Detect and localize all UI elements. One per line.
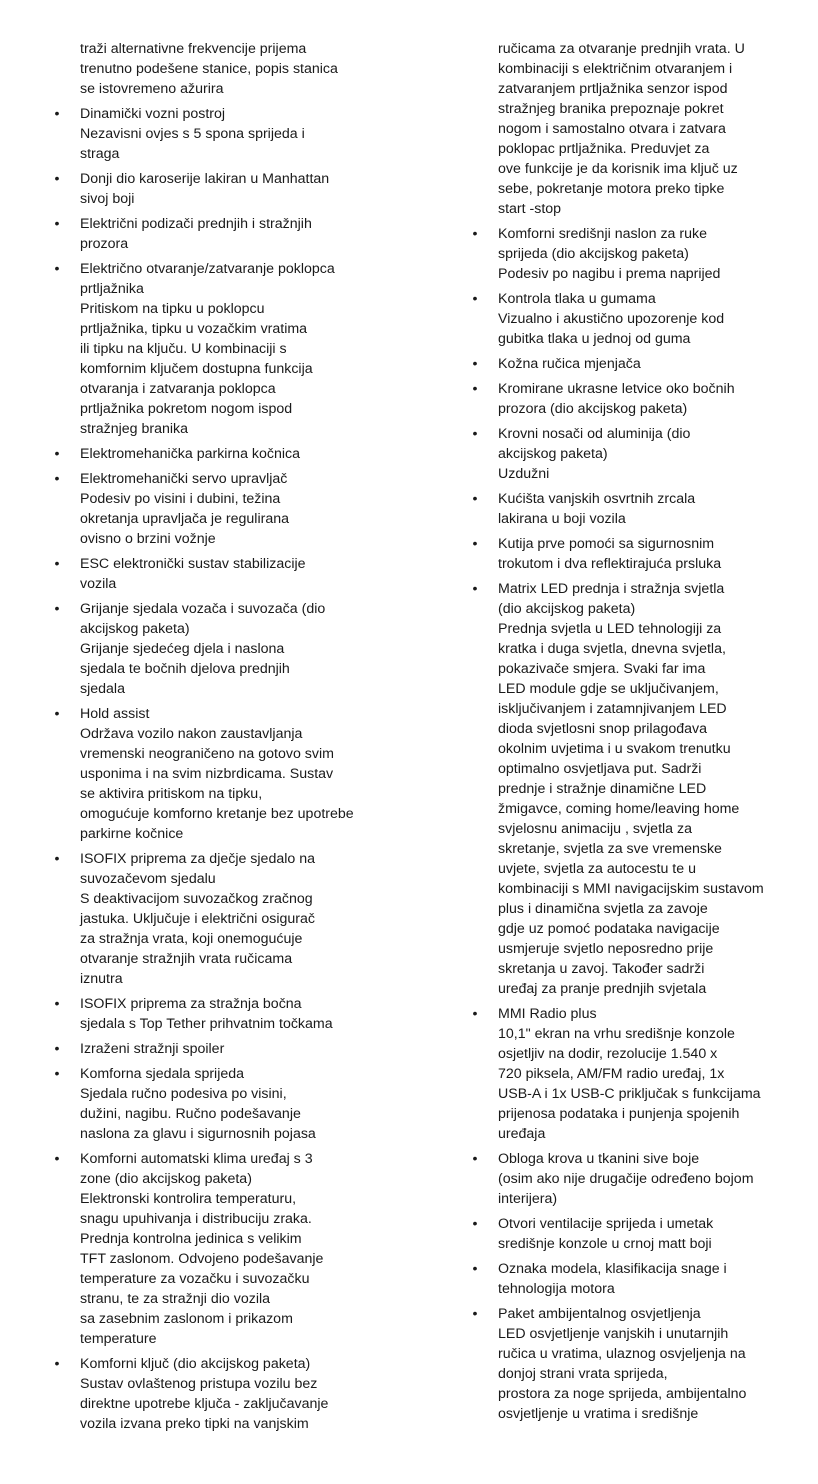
list-item <box>466 1149 806 1209</box>
list-item-continuation <box>48 39 398 99</box>
list-item-text: trokutom i dva reflektirajuća prsluka <box>498 556 722 572</box>
list-item-text: LED osvjetljenje vanjskih i unutarnjih <box>498 1326 729 1342</box>
list-item <box>48 1039 398 1059</box>
list-item-text: MMI Radio plus <box>498 1006 597 1022</box>
list-item-text: straga <box>80 146 120 162</box>
list-item-text: sivoj boji <box>80 191 135 207</box>
list-item-text: zone (dio akcijskog paketa) <box>80 1171 252 1187</box>
bullet-marker: • <box>472 1306 478 1322</box>
bullet-marker: • <box>472 1151 478 1167</box>
list-item <box>48 1064 398 1144</box>
list-item-text: omogućuje komforno kretanje bez upotrebe <box>80 806 354 822</box>
list-item-text: otvaranje stražnjih vrata ručicama <box>80 951 293 967</box>
list-item <box>48 599 398 699</box>
list-item <box>466 1214 806 1254</box>
list-item-text: (dio akcijskog paketa) <box>498 601 636 617</box>
list-item-text: 10,1" ekran na vrhu središnje konzole <box>498 1026 735 1042</box>
list-item-text: Obloga krova u tkanini sive boje <box>498 1151 700 1167</box>
list-item-text: parkirne kočnice <box>80 826 184 842</box>
list-item-text: temperature <box>80 1331 157 1347</box>
bullet-marker: • <box>472 1216 478 1232</box>
list-item-text: usponima i na svim nizbrdicama. Sustav <box>80 766 334 782</box>
list-item-text: Elektromehanički servo upravljač <box>80 471 288 487</box>
list-item-text: svjelosnu animaciju , svjetla za <box>498 821 692 837</box>
list-item-text: sa zasebnim zaslonom i prikazom <box>80 1311 293 1327</box>
list-item-text: Paket ambijentalnog osvjetljenja <box>498 1306 701 1322</box>
list-item-text: akcijskog paketa) <box>498 446 608 462</box>
list-item-text: ovisno o brzini vožnje <box>80 531 216 547</box>
list-item-text: vremenski neograničeno na gotovo svim <box>80 746 334 762</box>
list-item-text: Kromirane ukrasne letvice oko bočnih <box>498 381 735 397</box>
list-item-text: Prednja kontrolna jedinica s velikim <box>80 1231 302 1247</box>
list-item <box>466 379 806 419</box>
list-item-text: žmigavce, coming home/leaving home <box>498 801 740 817</box>
list-item-text: Komforni automatski klima uređaj s 3 <box>80 1151 313 1167</box>
list-item-text: suvozačevom sjedalu <box>80 871 216 887</box>
list-item-text: Kutija prve pomoći sa sigurnosnim <box>498 536 715 552</box>
list-item-text: osjetljiv na dodir, rezolucije 1.540 x <box>498 1046 718 1062</box>
list-item-text: dioda svjetlosni snop prilagođava <box>498 721 708 737</box>
list-item <box>466 489 806 529</box>
bullet-marker: • <box>54 446 60 462</box>
list-item-text: središnje konzole u crnoj matt boji <box>498 1236 712 1252</box>
list-item-text: Kožna ručica mjenjača <box>498 356 641 372</box>
bullet-marker: • <box>472 226 478 242</box>
list-item-text: Komforni središnji naslon za ruke <box>498 226 707 242</box>
list-item-text: ručica u vratima, ulaznog osvjeljenja na <box>498 1346 746 1362</box>
list-item-text: plus i dinamična svjetla za zavoje <box>498 901 708 917</box>
list-item-text: stranu, te za stražnji dio vozila <box>80 1291 271 1307</box>
list-item-text: donjoj strani vrata sprijeda, <box>498 1366 668 1382</box>
list-item <box>48 554 398 594</box>
list-item-text: kombinaciji s električnim otvaranjem i <box>498 61 733 77</box>
list-item-text: stražnjeg branika <box>80 421 189 437</box>
bullet-marker: • <box>472 1261 478 1277</box>
list-item-text: vozila izvana preko tipki na vanjskim <box>80 1416 309 1432</box>
list-item-text: USB-A i 1x USB-C priključak s funkcijama <box>498 1086 761 1102</box>
list-item-text: sjedala te bočnih djelova prednjih <box>80 661 290 677</box>
list-item-text: ove funkcije je da korisnik ima ključ uz <box>498 161 738 177</box>
list-item-text: akcijskog paketa) <box>80 621 190 637</box>
list-item <box>48 994 398 1034</box>
list-item-text: otvaranja i zatvaranja poklopca <box>80 381 276 397</box>
list-item-text: Prednja svjetla u LED tehnologiji za <box>498 621 722 637</box>
list-item-text: TFT zaslonom. Odvojeno podešavanje <box>80 1251 324 1267</box>
list-item-text: snagu upuhivanja i distribuciju zraka. <box>80 1211 312 1227</box>
list-item-text: ISOFIX priprema za stražnja bočna <box>80 996 302 1012</box>
list-item-text: isključivanjem i zatamnjivanjem LED <box>498 701 727 717</box>
bullet-marker: • <box>472 581 478 597</box>
bullet-marker: • <box>54 601 60 617</box>
list-item <box>48 1354 398 1434</box>
list-item-text: skretanja u zavoj. Također sadrži <box>498 961 705 977</box>
list-item-text: Sustav ovlaštenog pristupa vozilu bez <box>80 1376 318 1392</box>
list-item-text: gdje uz pomoć podataka navigacije <box>498 921 720 937</box>
list-item-text: Održava vozilo nakon zaustavljanja <box>80 726 303 742</box>
list-item <box>48 259 398 439</box>
list-item-text: traži alternativne frekvencije prijema <box>80 41 307 57</box>
bullet-marker: • <box>54 171 60 187</box>
list-item-text: prostora za noge sprijeda, ambijentalno <box>498 1386 747 1402</box>
bullet-marker: • <box>472 356 478 372</box>
list-item-text: Hold assist <box>80 706 150 722</box>
list-item-text: kombinaciji s MMI navigacijskim sustavom <box>498 881 764 897</box>
list-item <box>466 534 806 574</box>
bullet-marker: • <box>472 381 478 397</box>
list-item-text: 720 piksela, AM/FM radio uređaj, 1x <box>498 1066 725 1082</box>
list-item-text: Uzdužni <box>498 466 550 482</box>
list-item-text: (osim ako nije drugačije određeno bojom <box>498 1171 754 1187</box>
list-item-text: Električni podizači prednjih i stražnjih <box>80 216 312 232</box>
list-item-text: Podesiv po nagibu i prema naprijed <box>498 266 721 282</box>
bullet-marker: • <box>472 426 478 442</box>
list-item-text: okretanja upravljača je regulirana <box>80 511 289 527</box>
list-item-text: trenutno podešene stanice, popis stanica <box>80 61 338 77</box>
list-item <box>48 469 398 549</box>
list-item-text: usmjeruje svjetlo neposredno prije <box>498 941 714 957</box>
list-item-text: se aktivira pritiskom na tipku, <box>80 786 263 802</box>
list-item-text: Sjedala ručno podesiva po visini, <box>80 1086 287 1102</box>
right-column <box>466 39 806 1429</box>
list-item <box>466 354 806 374</box>
list-item-text: lakirana u boji vozila <box>498 511 626 527</box>
list-item <box>466 1259 806 1299</box>
list-item <box>466 224 806 284</box>
list-item-text: kratka i duga svjetla, dnevna svjetla, <box>498 641 726 657</box>
list-item-text: prozora <box>80 236 129 252</box>
list-item-text: prozora (dio akcijskog paketa) <box>498 401 688 417</box>
list-item-text: uređaja <box>498 1126 546 1142</box>
left-column <box>48 39 398 1439</box>
list-item-text: sebe, pokretanje motora preko tipke <box>498 181 725 197</box>
list-item-text: okolnim uvjetima i u svakom trenutku <box>498 741 731 757</box>
bullet-marker: • <box>54 996 60 1012</box>
list-item-text: zatvaranjem prtljažnika senzor ispod <box>498 81 728 97</box>
list-item-text: Elektromehanička parkirna kočnica <box>80 446 301 462</box>
list-item-text: skretanje, svjetla za sve vremenske <box>498 841 722 857</box>
list-item-text: uvjete, svjetla za autocestu te u <box>498 861 696 877</box>
list-item-text: komfornim ključem dostupna funkcija <box>80 361 313 377</box>
list-item-text: prednje i stražnje dinamične LED <box>498 781 707 797</box>
list-item-text: Vizualno i akustično upozorenje kod <box>498 311 725 327</box>
list-item-text: Podesiv po visini i dubini, težina <box>80 491 281 507</box>
list-item <box>48 704 398 844</box>
list-item <box>466 289 806 349</box>
list-item-text: Kućišta vanjskih osvrtnih zrcala <box>498 491 696 507</box>
list-item-text: sjedala <box>80 681 125 697</box>
list-item-text: LED module gdje se uključivanjem, <box>498 681 719 697</box>
list-item-text: sjedala s Top Tether prihvatnim točkama <box>80 1016 333 1032</box>
bullet-marker: • <box>54 851 60 867</box>
list-item-text: Električno otvaranje/zatvaranje poklopca <box>80 261 335 277</box>
list-item-text: Komforna sjedala sprijeda <box>80 1066 245 1082</box>
list-item-text: Grijanje sjedala vozača i suvozača (dio <box>80 601 326 617</box>
bullet-marker: • <box>472 291 478 307</box>
list-item-text: nogom i samostalno otvara i zatvara <box>498 121 726 137</box>
list-item-text: naslona za glavu i sigurnosnih pojasa <box>80 1126 316 1142</box>
list-item-text: pokazivače smjera. Svaki far ima <box>498 661 706 677</box>
bullet-marker: • <box>54 261 60 277</box>
list-item <box>466 579 806 999</box>
list-item-text: prtljažnika, tipku u vozačkim vratima <box>80 321 308 337</box>
list-item <box>466 424 806 484</box>
list-item-text: osvjetljenje u vratima i središnje <box>498 1406 699 1422</box>
list-item-text: direktne upotrebe ključa - zaključavanje <box>80 1396 329 1412</box>
list-item-text: start -stop <box>498 201 562 217</box>
list-item-text: Matrix LED prednja i stražnja svjetla <box>498 581 725 597</box>
list-item-text: Pritiskom na tipku u poklopcu <box>80 301 265 317</box>
bullet-marker: • <box>54 1151 60 1167</box>
list-item <box>48 1149 398 1349</box>
list-item-text: poklopac prtljažnika. Preduvjet za <box>498 141 710 157</box>
list-item-text: Krovni nosači od aluminija (dio <box>498 426 691 442</box>
list-item-text: prtljažnika pokretom nogom ispod <box>80 401 293 417</box>
list-item-text: ručicama za otvaranje prednjih vrata. U <box>498 41 745 57</box>
list-item <box>48 849 398 989</box>
bullet-marker: • <box>54 216 60 232</box>
bullet-marker: • <box>472 491 478 507</box>
list-item-text: uređaj za pranje prednjih svjetala <box>498 981 707 997</box>
list-item-text: ili tipku na ključu. U kombinaciji s <box>80 341 287 357</box>
list-item-text: se istovremeno ažurira <box>80 81 224 97</box>
bullet-marker: • <box>54 706 60 722</box>
bullet-marker: • <box>54 1041 60 1057</box>
bullet-marker: • <box>54 1066 60 1082</box>
list-item-text: Komforni ključ (dio akcijskog paketa) <box>80 1356 311 1372</box>
list-item-continuation <box>466 39 806 219</box>
bullet-marker: • <box>472 536 478 552</box>
list-item-text: optimalno osvjetljava put. Sadrži <box>498 761 702 777</box>
list-item-text: interijera) <box>498 1191 558 1207</box>
list-item-text: Dinamički vozni postroj <box>80 106 226 122</box>
list-item-text: ESC elektronički sustav stabilizacije <box>80 556 306 572</box>
list-item-text: Nezavisni ovjes s 5 spona sprijeda i <box>80 126 305 142</box>
list-item-text: Kontrola tlaka u gumama <box>498 291 656 307</box>
list-item <box>466 1304 806 1424</box>
list-item-text: stražnjeg branika prepoznaje pokret <box>498 101 724 117</box>
bullet-marker: • <box>54 556 60 572</box>
list-item-text: sprijeda (dio akcijskog paketa) <box>498 246 689 262</box>
bullet-marker: • <box>472 1006 478 1022</box>
list-item <box>48 214 398 254</box>
list-item-text: ISOFIX priprema za dječje sjedalo na <box>80 851 315 867</box>
bullet-marker: • <box>54 471 60 487</box>
list-item-text: temperature za vozačku i suvozačku <box>80 1271 310 1287</box>
list-item <box>48 169 398 209</box>
list-item-text: Grijanje sjedećeg djela i naslona <box>80 641 285 657</box>
list-item-text: jastuka. Uključuje i električni osigurač <box>80 911 315 927</box>
list-item-text: Elektronski kontrolira temperaturu, <box>80 1191 297 1207</box>
list-item <box>466 1004 806 1144</box>
list-item-text: vozila <box>80 576 117 592</box>
list-item-text: gubitka tlaka u jednoj od guma <box>498 331 691 347</box>
list-item-text: za stražnja vrata, koji onemogućuje <box>80 931 303 947</box>
list-item <box>48 444 398 464</box>
list-item-text: Donji dio karoserije lakiran u Manhattan <box>80 171 330 187</box>
list-item-text: Izraženi stražnji spoiler <box>80 1041 225 1057</box>
list-item-text: prijenosa podataka i punjenja spojenih <box>498 1106 740 1122</box>
list-item <box>48 104 398 164</box>
list-item-text: iznutra <box>80 971 123 987</box>
list-item-text: Oznaka modela, klasifikacija snage i <box>498 1261 727 1277</box>
list-item-text: dužini, nagibu. Ručno podešavanje <box>80 1106 301 1122</box>
list-item-text: Otvori ventilacije sprijeda i umetak <box>498 1216 714 1232</box>
list-item-text: S deaktivacijom suvozačkog zračnog <box>80 891 313 907</box>
list-item-text: prtljažnika <box>80 281 144 297</box>
bullet-marker: • <box>54 1356 60 1372</box>
list-item-text: tehnologija motora <box>498 1281 615 1297</box>
bullet-marker: • <box>54 106 60 122</box>
